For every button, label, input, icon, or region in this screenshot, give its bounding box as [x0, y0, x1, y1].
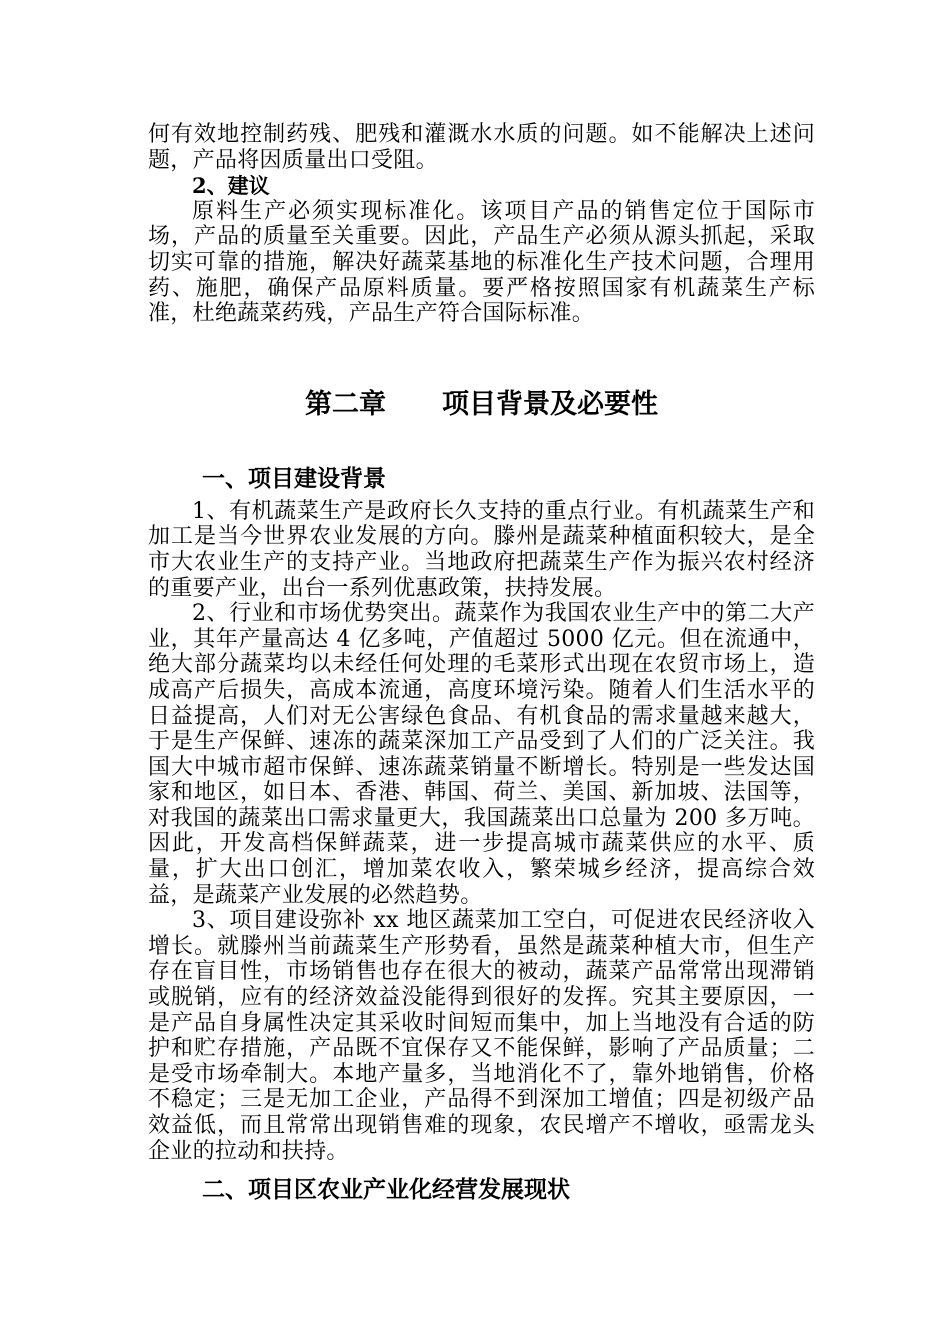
intro-paragraph: 何有效地控制药残、肥残和灌溉水水质的问题。如不能解决上述问题，产品将因质量出口受阻。	[148, 122, 815, 173]
chapter-title	[148, 389, 815, 421]
suggestion-paragraph: 原料生产必须实现标准化。该项目产品的销售定位于国际市场，产品的质量至关重要。因此，产品生产必须从源头抓起，采取切实可靠的措施，解决好蔬菜基地的标准化生产技术问题，合理用药、施肥，确保产品原料质量。要严格按照国家有机蔬菜生产标准，杜绝蔬菜药残，产品生产符合国际标准。	[148, 198, 815, 327]
section-heading-background: 一、项目建设背景	[202, 465, 386, 492]
section-heading-industrialization: 二、项目区农业产业化经营发展现状	[202, 1177, 570, 1204]
chapter-name: 项目背景及必要性	[442, 388, 658, 420]
background-paragraph-2: 2、行业和市场优势突出。蔬菜作为我国农业生产中的第二大产业，其年产量高达 4 亿多吨，产值超过 5000 亿元。但在流通中，绝大部分蔬菜均以未经任何处理的毛菜形式出现在农贸市场上，造成高产后损失，高成本流通，高度环境污染。随着人们生活水平的日益提高，人们对无公害绿色食品、有机食品的需求量越来越大，于是生产保鲜、速冻的蔬菜深加工产品受到了人们的广泛关注。我国大中城市超市保鲜、速冻蔬菜销量不断增长。特别是一些发达国家和地区，如日本、香港、韩国、荷兰、美国、新加坡、法国等，对我国的蔬菜出口需求量更大，我国蔬菜出口总量为 200 多万吨。因此，开发高档保鲜蔬菜，进一步提高城市蔬菜供应的水平、质量，扩大出口创汇，增加菜农收入，繁荣城乡经济，提高综合效益，是蔬菜产业发展的必然趋势。	[148, 601, 815, 908]
suggestion-heading: 2、建议	[192, 173, 270, 199]
background-paragraph-1: 1、有机蔬菜生产是政府长久支持的重点行业。有机蔬菜生产和加工是当今世界农业发展的方向。滕州是蔬菜种植面积较大，是全市大农业生产的支持产业。当地政府把蔬菜生产作为振兴农村经济的重要产业，出台一系列优惠政策，扶持发展。	[148, 498, 815, 601]
chapter-number: 第二章	[305, 388, 386, 420]
background-paragraph-3: 3、项目建设弥补 xx 地区蔬菜加工空白，可促进农民经济收入增长。就滕州当前蔬菜生产形势看，虽然是蔬菜种植大市，但生产存在盲目性，市场销售也存在很大的被动，蔬菜产品常常出现滞销或脱销，应有的经济效益没能得到很好的发挥。究其主要原因，一是产品自身属性决定其采收时间短而集中，加上当地没有合适的防护和贮存措施，产品既不宜保存又不能保鲜，影响了产品质量；二是受市场牵制大。本地产量多，当地消化不了，靠外地销售，价格不稳定；三是无加工企业，产品得不到深加工增值；四是初级产品效益低，而且常常出现销售难的现象，农民增产不增收，亟需龙头企业的拉动和扶持。	[148, 908, 815, 1164]
document-body	[148, 122, 815, 1204]
